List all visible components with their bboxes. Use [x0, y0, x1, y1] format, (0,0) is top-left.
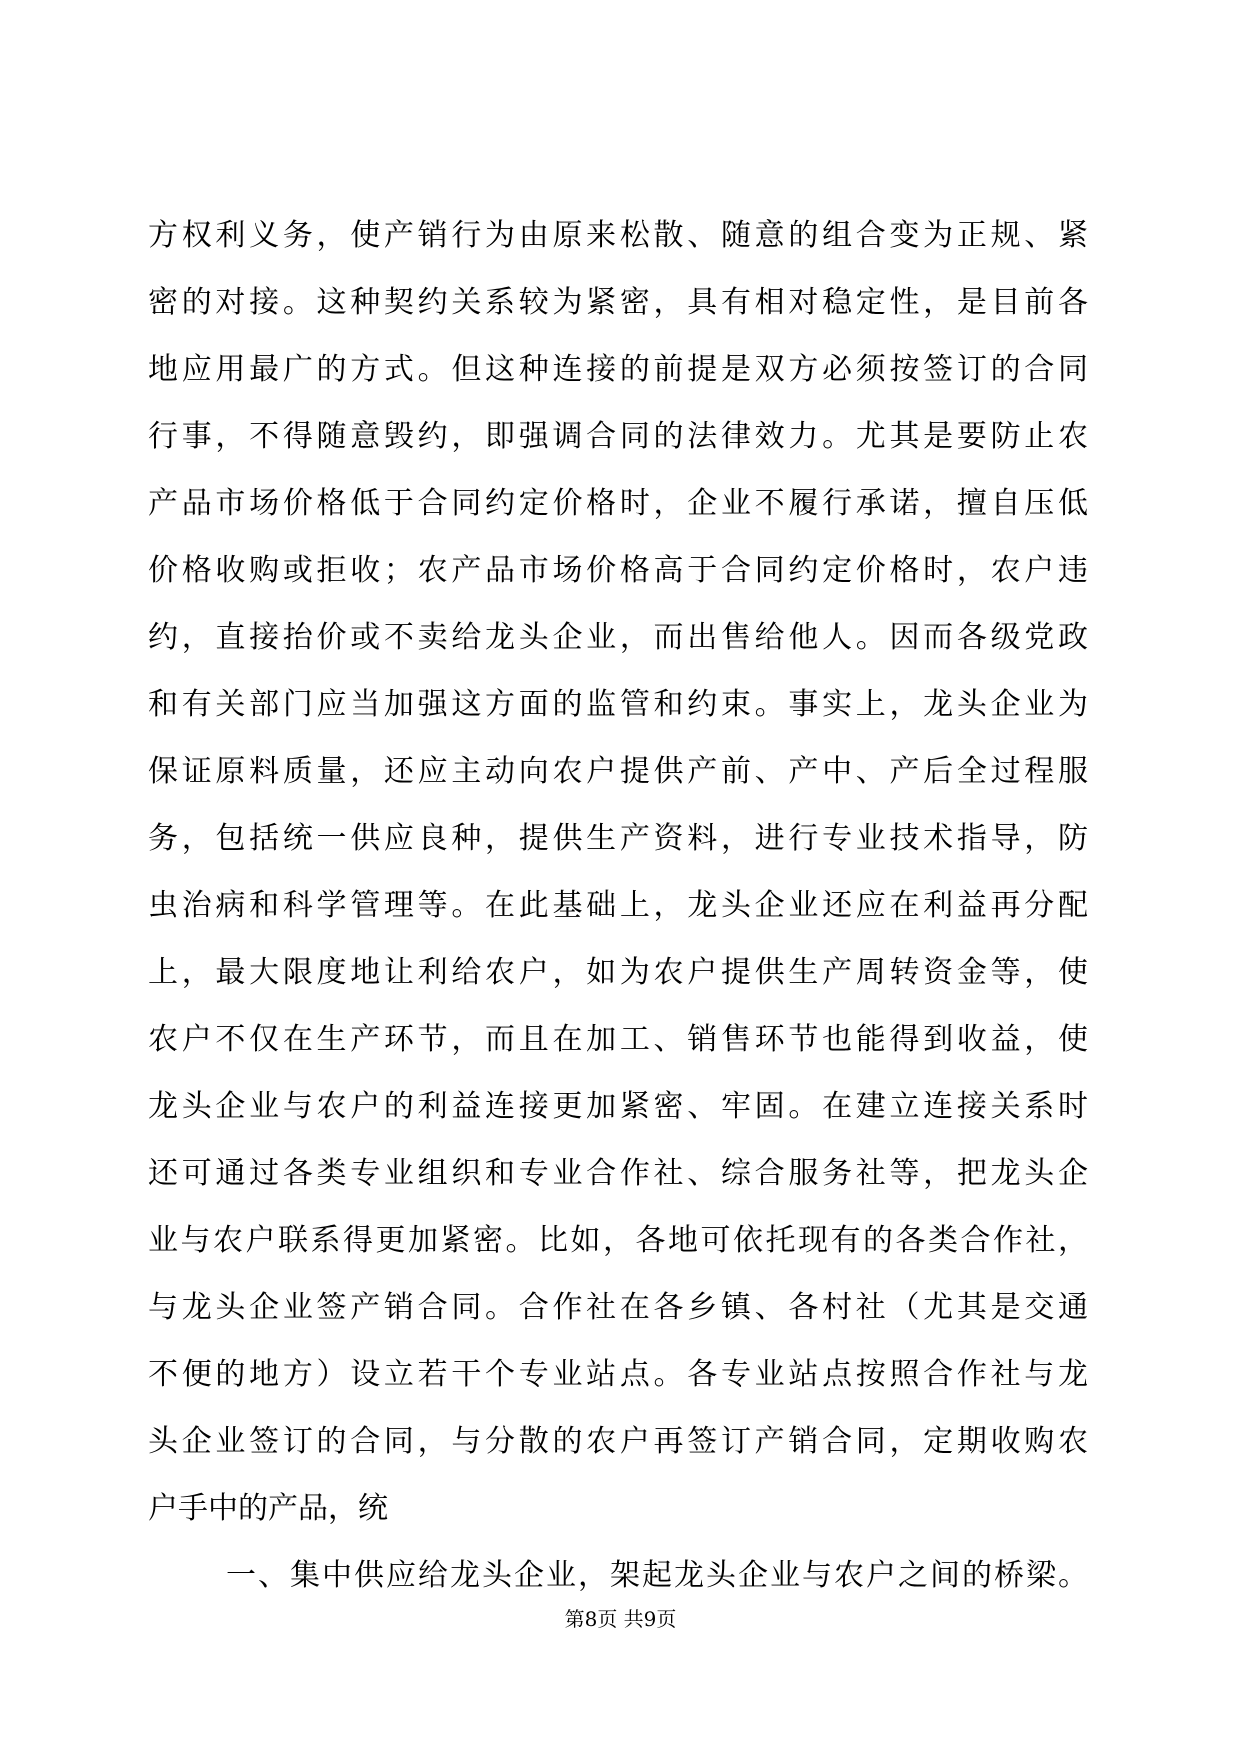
- paragraph-line: 与龙头企业签产销合同。合作社在各乡镇、各村社（尤其是交通: [148, 1290, 1088, 1325]
- paragraph-line: 方权利义务，使产销行为由原来松散、随意的组合变为正规、紧: [148, 218, 1088, 253]
- paragraph-line: 业与农户联系得更加紧密。比如，各地可依托现有的各类合作社，: [148, 1223, 1088, 1258]
- paragraph-line: 头企业签订的合同，与分散的农户再签订产销合同，定期收购农: [148, 1424, 1088, 1459]
- paragraph-line: 价格收购或拒收；农产品市场价格高于合同约定价格时，农户违: [148, 553, 1088, 588]
- paragraph-line: 和有关部门应当加强这方面的监管和约束。事实上，龙头企业为: [148, 687, 1088, 722]
- paragraph-line: 虫治病和科学管理等。在此基础上，龙头企业还应在利益再分配: [148, 888, 1088, 923]
- paragraph-line: 农户不仅在生产环节，而且在加工、销售环节也能得到收益，使: [148, 1022, 1088, 1057]
- paragraph-line: 密的对接。这种契约关系较为紧密，具有相对稳定性，是目前各: [148, 285, 1088, 320]
- page-number: 第8页 共9页: [564, 1607, 677, 1631]
- body-text: [148, 202, 1088, 1609]
- paragraph-line: 务，包括统一供应良种，提供生产资料，进行专业技术指导，防: [148, 821, 1088, 856]
- paragraph-line: 约，直接抬价或不卖给龙头企业，而出售给他人。因而各级党政: [148, 620, 1088, 655]
- paragraph-line: 行事，不得随意毁约，即强调合同的法律效力。尤其是要防止农: [148, 419, 1088, 454]
- section-heading: 一、集中供应给龙头企业，架起龙头企业与农户之间的桥梁。: [226, 1558, 1088, 1593]
- paragraph-line: 产品市场价格低于合同约定价格时，企业不履行承诺，擅自压低: [148, 486, 1088, 521]
- paragraph-line: 户手中的产品，统: [148, 1491, 388, 1526]
- paragraph-line: 地应用最广的方式。但这种连接的前提是双方必须按签订的合同: [148, 352, 1088, 387]
- paragraph-line: 龙头企业与农户的利益连接更加紧密、牢固。在建立连接关系时: [148, 1089, 1088, 1124]
- page-footer: [0, 1604, 1241, 1634]
- paragraph-line: 不便的地方）设立若干个专业站点。各专业站点按照合作社与龙: [148, 1357, 1088, 1392]
- paragraph-line: 还可通过各类专业组织和专业合作社、综合服务社等，把龙头企: [148, 1156, 1088, 1191]
- paragraph-line: 上，最大限度地让利给农户，如为农户提供生产周转资金等，使: [148, 955, 1088, 990]
- paragraph-line: 保证原料质量，还应主动向农户提供产前、产中、产后全过程服: [148, 754, 1088, 789]
